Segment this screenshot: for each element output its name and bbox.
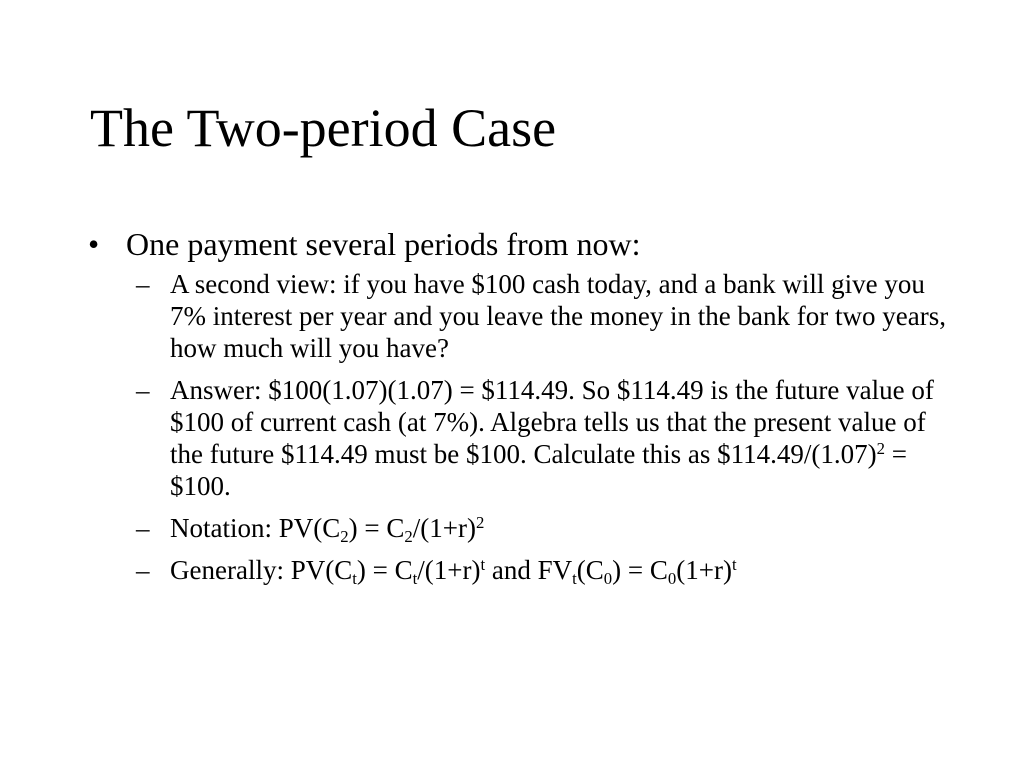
sub-bullet-generally: [126, 554, 946, 589]
sub-bullet-text-end: = $100.: [170, 439, 907, 501]
bullet-text: One payment several periods from now:: [126, 226, 641, 262]
bullet-marker: •: [88, 226, 100, 262]
subscript: 0: [667, 569, 677, 589]
bullet-item-one-payment: [86, 226, 966, 589]
sub-bullet-notation: [126, 512, 946, 547]
formula-text: ) = C: [612, 555, 668, 585]
subscript: t: [412, 569, 418, 589]
sub-bullet-answer: [126, 374, 946, 502]
formula-text: ) = C: [356, 555, 413, 585]
exponent: 2: [876, 438, 886, 458]
exponent: t: [731, 554, 737, 574]
exponent: t: [480, 554, 486, 574]
formula-text: and FV: [485, 555, 573, 585]
formula-text: (C: [576, 555, 604, 585]
formula-text: Generally: PV(C: [170, 555, 353, 585]
bullet-list: [86, 226, 966, 596]
formula-text: Notation: PV(C: [170, 513, 341, 543]
slide-title: The Two-period Case: [90, 98, 557, 158]
formula-text: ) = C: [348, 513, 405, 543]
subscript: 2: [340, 527, 349, 547]
formula-text: (1+r): [676, 555, 732, 585]
dash-marker: –: [136, 555, 150, 585]
subscript: 0: [603, 569, 613, 589]
sub-bullet-list: [126, 268, 946, 589]
sub-bullet-second-view: [126, 268, 946, 364]
formula-text: /(1+r): [417, 555, 481, 585]
subscript: t: [572, 569, 577, 589]
formula-text: /(1+r): [412, 513, 476, 543]
dash-marker: –: [136, 375, 150, 405]
subscript: 2: [404, 527, 413, 547]
dash-marker: –: [136, 269, 150, 299]
subscript: t: [352, 569, 357, 589]
exponent: 2: [475, 512, 485, 532]
sub-bullet-text: A second view: if you have $100 cash today, and a bank will give you 7% interest per year and you leave the money in the bank for two years, how much will you have?: [170, 269, 946, 363]
sub-bullet-text: Answer: $100(1.07)(1.07) = $114.49. So $114.49 is the future value of $100 of current cash (at 7%). Algebra tells us that the present value of the future $114.49 must be $100. Calculate this as $114.49/(1.07): [170, 375, 934, 469]
dash-marker: –: [136, 513, 150, 543]
